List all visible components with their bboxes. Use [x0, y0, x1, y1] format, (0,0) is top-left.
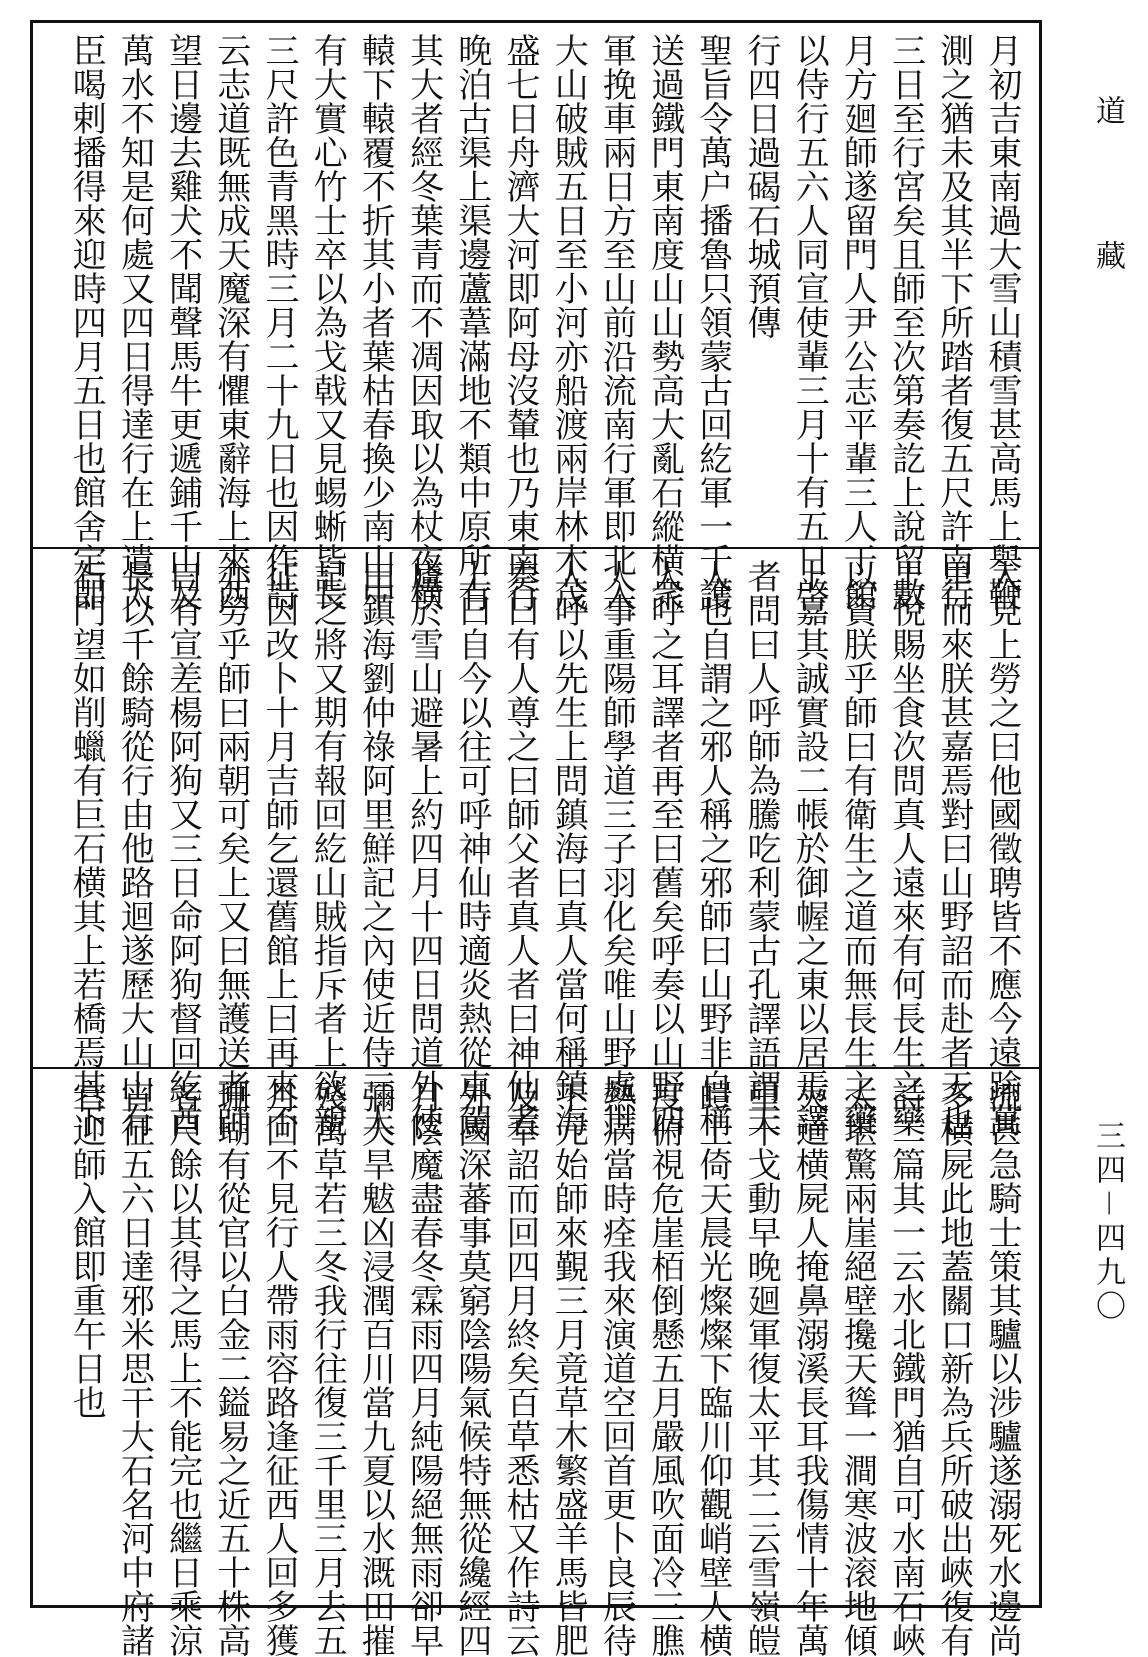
text-column: 盛七日舟濟大河即阿母沒輦也乃東南行 — [500, 33, 540, 611]
text-column: 里而來朕甚嘉焉對曰山野詔而赴者天也 — [933, 559, 974, 1137]
text-column: 萬水不知是何處又四日得達行在上遣大 — [114, 33, 155, 611]
text-column: 者問曰人呼師為騰吃利蒙古孔譯語謂天 — [741, 559, 781, 1137]
text-column: 熱病當時痊我來演道空回首更卜良辰待 — [596, 1079, 637, 1657]
text-column: 上嘉其誠實設二帳於御幄之東以居焉譯 — [789, 559, 830, 1137]
text-column: 度俯視危崖栢倒懸五月嚴風吹面冷三膲 — [644, 1079, 685, 1657]
text-column: 人呼之耳譯者再至曰舊矣呼奏以山野四 — [644, 559, 685, 1137]
text-column: 人呼以先生上問鎮海曰真人當何稱鎮海 — [548, 559, 589, 1137]
text-panel-top — [33, 23, 1039, 611]
text-column: 珊瑚有從官以白金二鎰易之近五十株高 — [210, 1079, 251, 1657]
text-column: 長以千餘騎從行由他路迴遂歷大山山有 — [114, 559, 155, 1137]
text-column: 者尺餘以其得之馬上不能完也繼日乘涼 — [162, 1079, 203, 1657]
text-column: 皚上倚天晨光燦燦下臨川仰觀峭壁人横 — [692, 1079, 733, 1657]
text-column: 人事重陽師學道三子羽化矣唯山野處世 — [596, 559, 637, 1137]
text-column: 以侍行五六人同宣使輩三月十有五日啓 — [789, 33, 830, 611]
text-column: 石門望如削蠟有巨石横其上若橋焉其下 — [66, 559, 107, 1137]
text-column: 入見上勞之曰他國徵聘皆不應今遠踰萬 — [982, 559, 1022, 1137]
text-column: 征因改卜十月吉師乞還舊館上曰再來不 — [259, 559, 299, 1137]
margin-title-1: 道 — [1090, 95, 1125, 125]
text-column: 殘萬草若三冬我行往復三千里三月去五 — [307, 1079, 348, 1657]
text-column: 太堪驚兩崖絕壁攙天聳一澗寒波滚地傾 — [837, 1079, 878, 1657]
text-column: 亦勞乎師曰兩朝可矣上又曰無護送者師 — [210, 559, 251, 1137]
text-column: 曰有宣差楊阿狗又三日命阿狗督回紇酋 — [162, 559, 203, 1137]
text-column: 廬於雪山避暑上約四月十四日問道外使 — [403, 559, 444, 1137]
text-column: 記之將又期有報回紇山賊指斥者上欲親 — [307, 559, 348, 1137]
text-column: 彌天旱魃凶浸潤百川當九夏以水溉田摧 — [355, 1079, 396, 1657]
text-column: 月初吉東南過大雪山積雪甚高馬上舉鞭 — [982, 33, 1022, 611]
text-column: 上悅賜坐食次問真人遠來有何長生之藥 — [885, 559, 926, 1137]
text-column: 以資朕乎師曰有衛生之道而無長生之藥 — [837, 559, 878, 1137]
text-column: 云志道既無成天魔深有懼東辭海上來西 — [210, 33, 251, 611]
page-number: 三四－四九〇 — [1090, 1120, 1125, 1324]
text-column: 宵征五六日達邪米思干大石名河中府諸 — [114, 1079, 155, 1657]
text-column: 多横屍此地蓋關口新為兵所破出峽復有 — [933, 1079, 974, 1657]
text-column: 聖旨令萬户播魯只領蒙古回紇軍一千護 — [692, 33, 733, 611]
text-column: 上曰自今以往可呼神仙時適炎熱從車駕 — [451, 559, 492, 1137]
text-column: 行四日過碣石城預傳 — [741, 33, 781, 339]
text-column: 里干戈動早晚廻軍復太平其二云雪嶺皚 — [741, 1079, 781, 1657]
text-column: 下元始師來覲三月竟草木繁盛羊馬皆肥 — [548, 1079, 589, 1657]
text-column: 月回不見行人帶雨容路逢征西人回多獲 — [259, 1079, 299, 1657]
text-column: 大山破賊五日至小河亦船渡兩岸林木茂 — [548, 33, 589, 611]
text-column: 望日邊去雞犬不聞聲馬牛更遞鋪千山及 — [162, 33, 203, 611]
text-column: 外國深蕃事莫窮陰陽氣候特無從纔經四 — [451, 1079, 492, 1657]
text-column: 奏曰有人尊之曰師父者真人者曰神仙者 — [500, 559, 540, 1137]
text-column: 人也自謂之邪人稱之邪師曰山野非自稱 — [692, 559, 733, 1137]
text-column: 流甚急騎士策其驢以涉驢遂溺死水邊尚 — [982, 1079, 1022, 1657]
text-column: 送過鐵門東南度山山勢高大亂石縱横衆 — [644, 33, 685, 611]
text-column: 晚泊古渠上渠邊蘆葦滿地不類中原所有 — [451, 33, 492, 611]
page-frame — [30, 20, 1042, 1657]
text-column: 軍挽車兩日方至山前沿流南行軍即北入 — [596, 33, 637, 611]
text-panel-middle — [33, 549, 1039, 1137]
text-column: 官迎師入館即重午日也 — [66, 1079, 107, 1419]
text-column: 夾道横屍人掩鼻溺溪長耳我傷情十年萬 — [789, 1079, 830, 1657]
text-column: 詩二篇其一云水北鐵門猶自可水南石峽 — [885, 1079, 926, 1657]
text-column: 月方廻師遂留門人尹公志平輩三人于館 — [837, 33, 878, 611]
text-column: 轅下轅覆不折其小者葉枯春換少南山中 — [355, 33, 396, 611]
text-column: 其大者經冬葉青而不凋因取以為杖夜横 — [403, 33, 444, 611]
text-column: 臣喝剌播得來迎時四月五日也館舍定即 — [66, 33, 107, 611]
text-column: 田鎮海劉仲祿阿里鮮記之內使近侍三人 — [355, 559, 396, 1137]
text-column: 測之猶未及其半下所踏者復五尺許南行 — [933, 33, 974, 611]
text-column: 三尺許色青黑時三月二十九日也因作詩 — [259, 33, 299, 611]
text-column: 三日至行宮矣且師至次第奏訖上說留數 — [885, 33, 926, 611]
text-panel-bottom — [33, 1069, 1039, 1657]
text-column: 月陰魔盡春冬霖雨四月純陽絕無雨卻早 — [403, 1079, 444, 1657]
text-column: 及奉詔而回四月終矣百草悉枯又作詩云 — [500, 1079, 540, 1657]
text-column: 有大實心竹士卒以為戈戟又見蜴蜥皆長 — [307, 33, 348, 611]
margin-title-2: 藏 — [1090, 240, 1125, 270]
